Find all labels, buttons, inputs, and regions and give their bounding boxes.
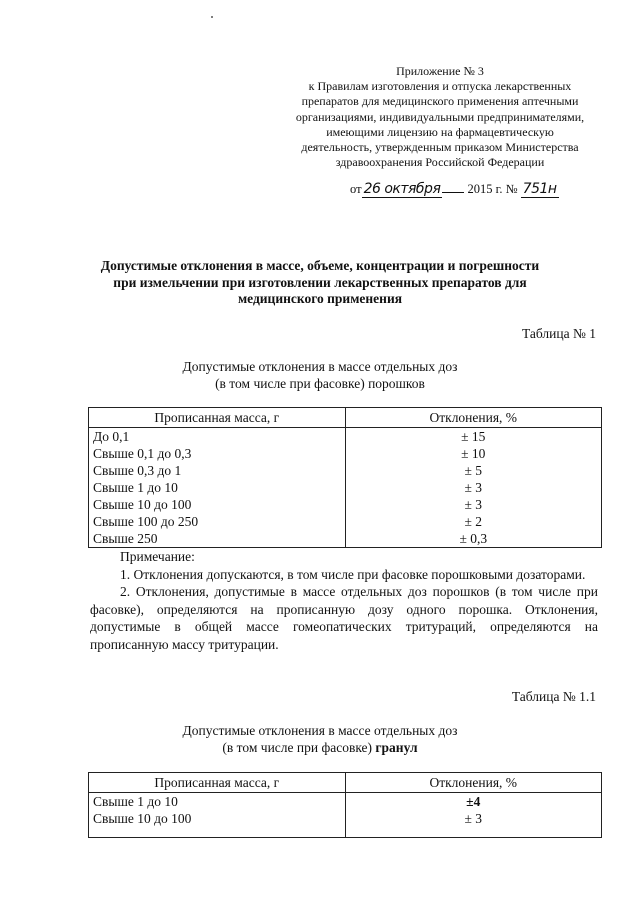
order-date-handwritten: 26 октября: [363, 181, 441, 197]
order-line: [350, 180, 559, 198]
table1: [88, 407, 602, 548]
table11-caption: [100, 722, 540, 756]
mass-cell: До 0,1: [89, 428, 346, 446]
column-header-deviation: Отклонения, %: [345, 773, 601, 793]
mass-cell: Свыше 1 до 10: [89, 479, 346, 496]
mass-cell: Свыше 250: [89, 530, 346, 548]
deviation-cell: ± 15: [345, 428, 601, 446]
mass-cell: Свыше 100 до 250: [89, 513, 346, 530]
note-block: [90, 548, 598, 653]
caption-line: Допустимые отклонения в массе отдельных доз: [182, 359, 458, 374]
heading-line: при измельчении при изготовлении лекарственных препаратов для: [113, 274, 527, 290]
deviation-cell: ± 3: [345, 496, 601, 513]
caption-line: Допустимые отклонения в массе отдельных доз: [182, 723, 458, 738]
table-header-row: [89, 773, 602, 793]
table-row: [89, 810, 602, 838]
appendix-line: организациями, индивидуальными предпринимателями,: [295, 109, 585, 124]
document-heading: [60, 258, 580, 308]
note-title: Примечание:: [120, 549, 195, 564]
table-row: [89, 793, 602, 811]
appendix-line: здравоохранения Российской Федерации: [335, 155, 545, 170]
appendix-line: препаратов для медицинского применения аптечными: [301, 94, 579, 109]
mass-cell: Свыше 1 до 10: [89, 793, 346, 811]
deviation-cell: ± 10: [345, 445, 601, 462]
order-number-handwritten: 751н: [522, 181, 557, 197]
table11-label: Таблица № 1.1: [511, 689, 596, 704]
heading-line: медицинского применения: [237, 291, 403, 306]
table-header-row: [89, 408, 602, 428]
table-row: [89, 445, 602, 462]
table-row: [89, 428, 602, 446]
table-row: [89, 513, 602, 530]
table-row: [89, 530, 602, 548]
heading-line: Допустимые отклонения в массе, объеме, концентрации и погрешности: [100, 258, 540, 273]
appendix-line: имеющими лицензию на фармацевтическую: [326, 124, 554, 139]
scan-speck: [211, 16, 213, 18]
appendix-block: [290, 64, 590, 170]
deviation-cell: ±4: [345, 793, 601, 811]
table1-caption: [100, 358, 540, 392]
table-row: [89, 496, 602, 513]
deviation-cell: ± 2: [345, 513, 601, 530]
mass-cell: Свыше 0,1 до 0,3: [89, 445, 346, 462]
mass-cell: Свыше 10 до 100: [89, 496, 346, 513]
order-prefix: от: [350, 182, 362, 196]
deviation-cell: ± 3: [345, 810, 601, 838]
note-item: 2. Отклонения, допустимые в массе отдельных доз порошков (в том числе при фасовке), определяются на прописанную дозу одного порошка. Отклонения, допустимые в общей массе гомеопатических тритураций, определяются на прописанную массу тритурации.: [90, 584, 598, 652]
deviation-cell: ± 5: [345, 462, 601, 479]
caption-line: (в том числе при фасовке) порошков: [215, 376, 425, 391]
order-date-blank: [442, 180, 464, 193]
appendix-line: Приложение № 3: [396, 64, 484, 78]
caption-bold-word: гранул: [375, 740, 418, 755]
deviation-cell: ± 0,3: [345, 530, 601, 548]
caption-prefix: (в том числе при фасовке): [222, 740, 376, 755]
column-header-deviation: Отклонения, %: [345, 408, 601, 428]
caption-line: [100, 739, 540, 756]
table1-label: Таблица № 1: [522, 326, 596, 341]
table11: [88, 772, 602, 838]
column-header-mass: Прописанная масса, г: [89, 773, 346, 793]
column-header-mass: Прописанная масса, г: [89, 408, 346, 428]
note-item: 1. Отклонения допускаются, в том числе при фасовке порошковыми дозаторами.: [120, 566, 586, 582]
appendix-line: деятельность, утвержденным приказом Министерства: [301, 140, 579, 155]
deviation-cell: ± 3: [345, 479, 601, 496]
mass-cell: Свыше 10 до 100: [89, 810, 346, 838]
appendix-line: к Правилам изготовления и отпуска лекарственных: [308, 79, 572, 94]
order-year: 2015 г. №: [467, 182, 518, 196]
table-row: [89, 462, 602, 479]
mass-cell: Свыше 0,3 до 1: [89, 462, 346, 479]
table-row: [89, 479, 602, 496]
